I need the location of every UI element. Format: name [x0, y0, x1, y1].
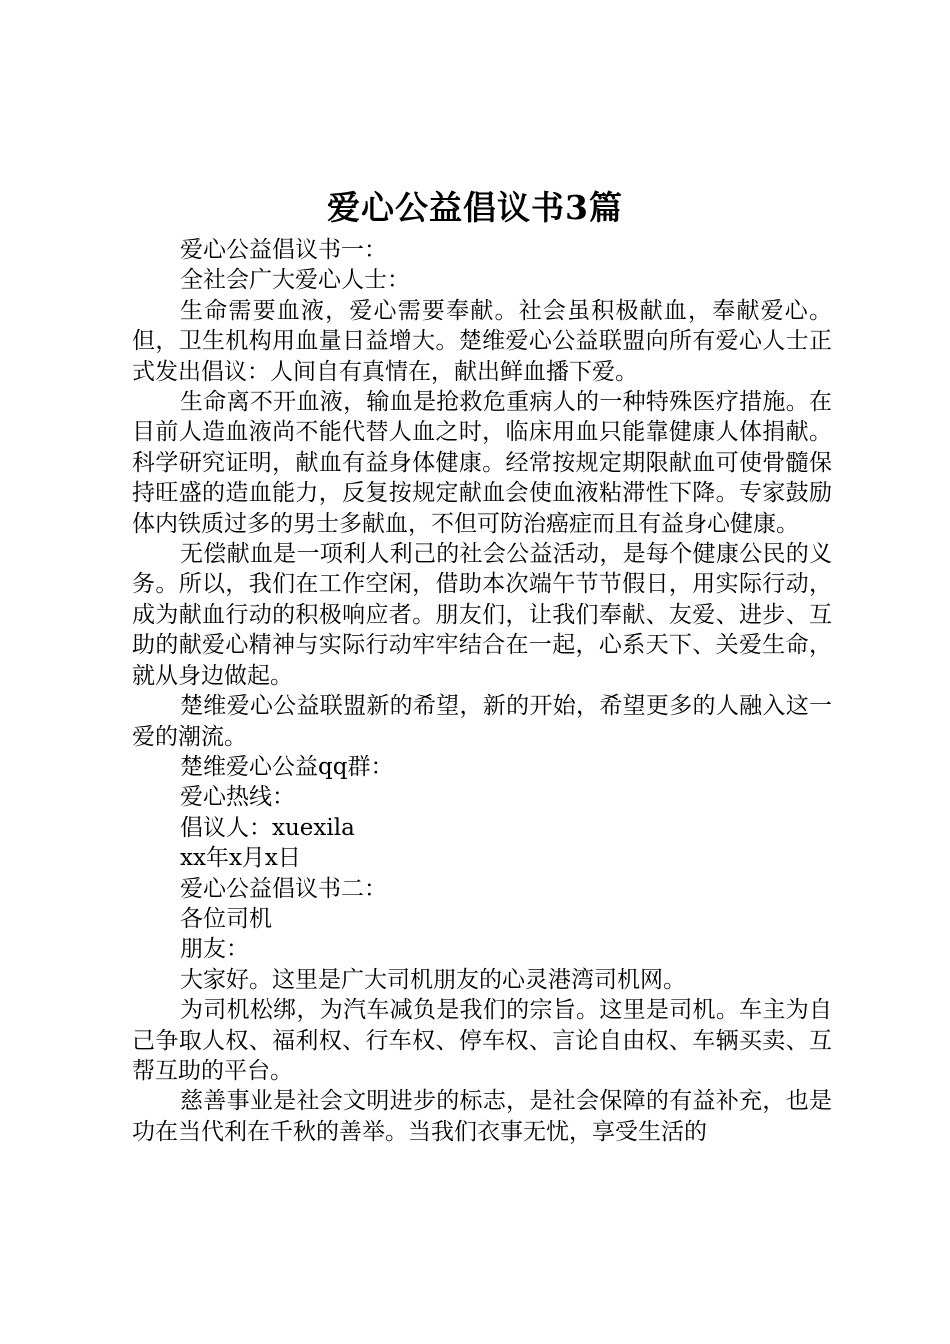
paragraph: 大家好。这里是广大司机朋友的心灵港湾司机网。: [180, 966, 686, 993]
paragraph: 生命离不开血液，输血是抢救危重病人的一种特殊医疗措施。在目前人造血液尚不能代替人血之时，临床用血只能靠健康人体捐献。科学研究证明，献血有益身体健康。经常按规定期限献血可使骨髓保持旺盛的造血能力，反复按规定献血会使血液粘滞性下降。专家鼓励体内铁质过多的男士多献血，不但可防治癌症而且有益身心健康。: [132, 389, 832, 537]
paragraph: 楚维爱心公益联盟新的希望，新的开始，希望更多的人融入这一爱的潮流。: [132, 693, 832, 750]
paragraph: 倡议人：xuexila: [180, 814, 355, 841]
paragraph: 生命需要血液，爱心需要奉献。社会虽积极献血，奉献爱心。但，卫生机构用血量日益增大。楚维爱心公益联盟向所有爱心人士正式发出倡议：人间自有真情在，献出鲜血播下爱。: [132, 297, 832, 385]
paragraph: 朋友：: [180, 936, 249, 963]
paragraph: 楚维爱心公益qq群：: [180, 753, 394, 780]
paragraph: 慈善事业是社会文明进步的标志，是社会保障的有益补充，也是功在当代利在千秋的善举。当我们衣事无忧，享受生活的: [132, 1088, 832, 1145]
paragraph: 爱心热线：: [180, 784, 295, 811]
paragraph: xx年x月x日: [180, 845, 301, 872]
paragraph: 为司机松绑，为汽车减负是我们的宗旨。这里是司机。车主为自己争取人权、福利权、行车权、停车权、言论自由权、车辆买卖、互帮互助的平台。: [132, 997, 832, 1084]
paragraph: 爱心公益倡议书二：: [180, 875, 387, 902]
document-body: [132, 235, 832, 1147]
paragraph: 爱心公益倡议书一：: [180, 237, 387, 263]
paragraph: 全社会广大爱心人士：: [180, 267, 410, 294]
paragraph: 无偿献血是一项利人利己的社会公益活动，是每个健康公民的义务。所以，我们在工作空闲，借助本次端午节节假日，用实际行动，成为献血行动的积极响应者。朋友们，让我们奉献、友爱、进步、互助的献爱心精神与实际行动牢牢结合在一起，心系天下、关爱生命，就从身边做起。: [132, 541, 832, 689]
document-title: 爱心公益倡议书3篇: [327, 188, 623, 227]
paragraph: 各位司机: [180, 905, 272, 932]
